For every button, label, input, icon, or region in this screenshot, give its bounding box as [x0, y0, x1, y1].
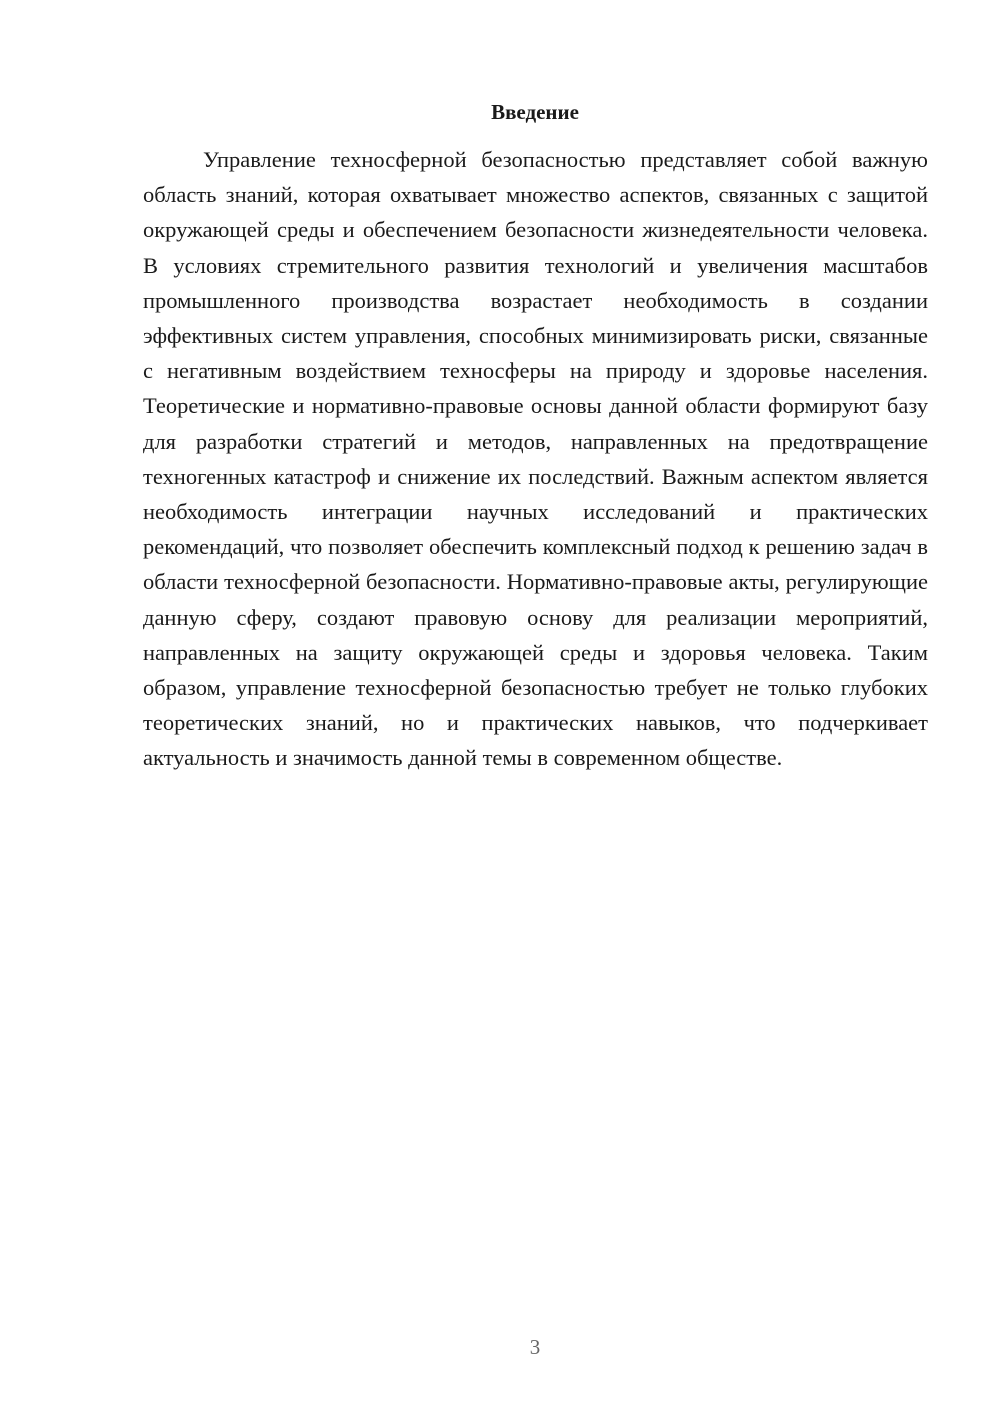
intro-paragraph: Управление техносферной безопасностью представляет собой важную область знаний, которая охватывает множество аспектов, связанных с защитой окружающей среды и обеспечением безопасности жизнедеятельности человека. В условиях стремительного развития технологий и увеличения масштабов промышленного производства возрастает необходимость в создании эффективных систем управления, способных минимизировать риски, связанные с негативным воздействием техносферы на природу и здоровье населения. Теоретические и нормативно-правовые основы данной области формируют базу для разработки стратегий и методов, направленных на предотвращение техногенных катастроф и снижение их последствий. Важным аспектом является необходимость интеграции научных исследований и практических рекомендаций, что позволяет обеспечить комплексный подход к решению задач в области техносферной безопасности. Нормативно-правовые акты, регулирующие данную сферу, создают правовую основу для реализации мероприятий, направленных на защиту окружающей среды и здоровья человека. Таким образом, управление техносферной безопасностью требует не только глубоких теоретических знаний, но и практических навыков, что подчеркивает актуальность и значимость данной темы в современном обществе. [143, 147, 928, 771]
page-number: 3 [529, 1335, 541, 1359]
section-heading: Введение [491, 100, 579, 124]
